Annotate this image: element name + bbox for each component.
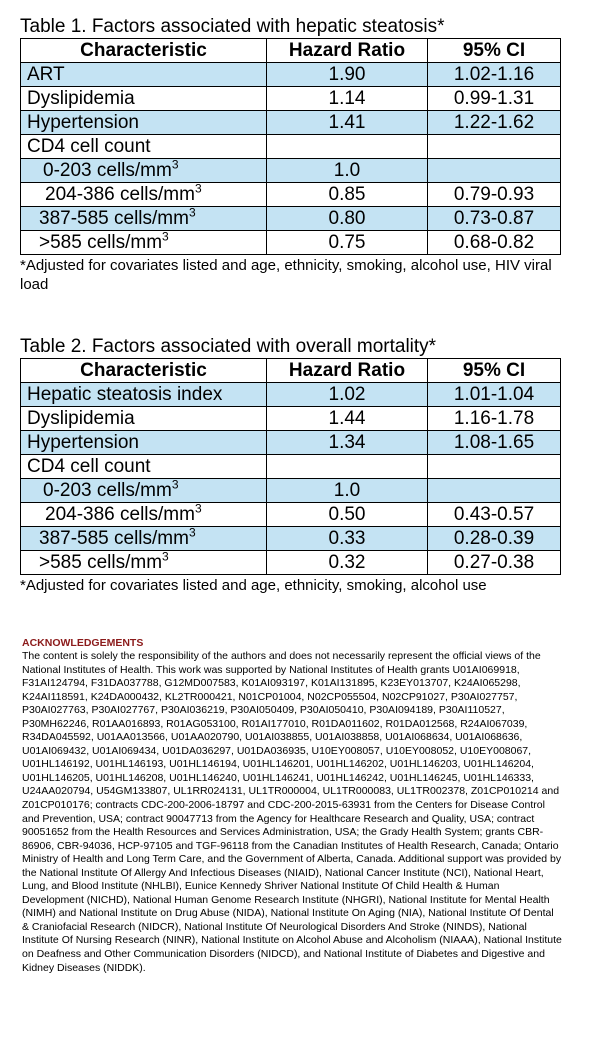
row-label-text: 204-386 cells/mm (45, 504, 195, 525)
table-row (21, 527, 561, 551)
row-hazard-ratio: 1.41 (267, 111, 428, 135)
header-ci: 95% CI (428, 39, 561, 63)
row-label: Hypertension (21, 111, 267, 135)
acknowledgements-title: ACKNOWLEDGEMENTS (22, 637, 144, 649)
row-ci: 1.02-1.16 (428, 63, 561, 87)
row-hazard-ratio: 1.0 (267, 159, 428, 183)
row-hazard-ratio: 0.75 (267, 231, 428, 255)
table2-header-row (21, 359, 561, 383)
row-ci (428, 455, 561, 479)
row-ci: 0.43-0.57 (428, 503, 561, 527)
table2 (20, 358, 561, 575)
table-row (21, 455, 561, 479)
row-ci: 0.99-1.31 (428, 87, 561, 111)
table1-footnote: *Adjusted for covariates listed and age, ethnicity, smoking, alcohol use, HIV viral load (20, 257, 552, 293)
row-hazard-ratio: 1.0 (267, 479, 428, 503)
table-row (21, 503, 561, 527)
table-row (21, 63, 561, 87)
row-label (21, 527, 267, 551)
row-label (21, 159, 267, 183)
row-hazard-ratio (267, 455, 428, 479)
row-label-text: 0-203 cells/mm (43, 480, 172, 501)
row-ci: 1.22-1.62 (428, 111, 561, 135)
row-label: Dyslipidemia (21, 407, 267, 431)
table1-caption: Table 1. Factors associated with hepatic steatosis* (20, 16, 445, 37)
row-label (21, 479, 267, 503)
table-row (21, 135, 561, 159)
row-label-sup: 3 (162, 550, 169, 564)
row-hazard-ratio: 0.33 (267, 527, 428, 551)
row-label-text: 387-585 cells/mm (39, 528, 189, 549)
row-label: Hepatic steatosis index (21, 383, 267, 407)
row-label-sup: 3 (194, 182, 202, 196)
row-label-text: 204-386 cells/mm (45, 184, 195, 205)
table2-caption: Table 2. Factors associated with overall mortality* (20, 336, 437, 357)
row-ci (428, 135, 561, 159)
row-label-text: 0-203 cells/mm (43, 160, 172, 181)
row-hazard-ratio: 1.44 (267, 407, 428, 431)
row-label (21, 183, 267, 207)
table-row (21, 479, 561, 503)
header-characteristic: Characteristic (21, 39, 267, 63)
row-hazard-ratio: 0.50 (267, 503, 428, 527)
header-hazard-ratio: Hazard Ratio (267, 39, 428, 63)
row-ci: 0.68-0.82 (428, 231, 561, 255)
row-ci (428, 159, 561, 183)
row-hazard-ratio: 0.80 (267, 207, 428, 231)
row-label: CD4 cell count (21, 455, 267, 479)
row-label (21, 503, 267, 527)
table-row (21, 231, 561, 255)
row-label (21, 207, 267, 231)
table-row (21, 111, 561, 135)
table1-section (20, 16, 560, 294)
table-row (21, 207, 561, 231)
row-ci: 0.79-0.93 (428, 183, 561, 207)
row-label-sup: 3 (171, 478, 179, 492)
header-ci: 95% CI (428, 359, 561, 383)
header-hazard-ratio: Hazard Ratio (267, 359, 428, 383)
table-row (21, 407, 561, 431)
row-label: Dyslipidemia (21, 87, 267, 111)
row-label (21, 231, 267, 255)
row-label-sup: 3 (162, 230, 169, 244)
table1 (20, 38, 561, 255)
row-hazard-ratio: 1.02 (267, 383, 428, 407)
row-label-sup: 3 (171, 158, 179, 172)
table-row (21, 183, 561, 207)
header-characteristic: Characteristic (21, 359, 267, 383)
row-label-sup: 3 (194, 502, 202, 516)
row-hazard-ratio: 0.85 (267, 183, 428, 207)
table-row (21, 383, 561, 407)
row-ci: 0.27-0.38 (428, 551, 561, 575)
row-label: ART (21, 63, 267, 87)
row-hazard-ratio: 1.90 (267, 63, 428, 87)
acknowledgements-section (22, 636, 562, 975)
row-ci: 0.28-0.39 (428, 527, 561, 551)
row-label (21, 551, 267, 575)
row-label: CD4 cell count (21, 135, 267, 159)
row-hazard-ratio: 1.14 (267, 87, 428, 111)
table2-section (20, 336, 560, 595)
row-ci: 0.73-0.87 (428, 207, 561, 231)
row-label-text: >585 cells/mm (39, 232, 163, 253)
table-row (21, 87, 561, 111)
row-hazard-ratio (267, 135, 428, 159)
row-hazard-ratio: 1.34 (267, 431, 428, 455)
row-ci (428, 479, 561, 503)
table1-header-row (21, 39, 561, 63)
row-label-text: 387-585 cells/mm (39, 208, 189, 229)
row-ci: 1.08-1.65 (428, 431, 561, 455)
row-hazard-ratio: 0.32 (267, 551, 428, 575)
row-ci: 1.16-1.78 (428, 407, 561, 431)
table-row (21, 551, 561, 575)
table-row (21, 431, 561, 455)
row-label-sup: 3 (188, 206, 196, 220)
row-label-sup: 3 (188, 526, 196, 540)
table2-footnote: *Adjusted for covariates listed and age, ethnicity, smoking, alcohol use (20, 577, 487, 594)
row-label: Hypertension (21, 431, 267, 455)
row-label-text: >585 cells/mm (39, 552, 163, 573)
row-ci: 1.01-1.04 (428, 383, 561, 407)
acknowledgements-body: The content is solely the responsibility of the authors and does not necessarily represent the official views of the National Institutes of Health. This work was supported by National Institutes of Health grants U01AI069918, F31AI124794, F31DA037788, G12MD007583, K01AI093197, K01AI131895, K23EY013707, K24AI065298, K24AI118591, K24DA000432, KL2TR000421, N01CP01004, N02CP055504, N02CP91027, P30AI027757, P30AI027763, P30AI027767, P30AI036219, P30AI050409, P30AI050410, P30AI094189, P30AI110527, P30MH62246, R01AA016893, R01AG053100, R01AI177010, R01DA011602, R01DA012568, R24AI067039, R34DA045592, U01AA013566, U01AA020790, U01AI038855, U01AI038858, U01AI068634, U01AI068636, U01AI069432, U01AI069434, U01DA036297, U01DA036935, U10EY008057, U10EY008052, U10EY008067, U01HL146192, U01HL146193, U01HL146194, U01HL146201, U01HL146202, U01HL146203, U01HL146204, U01HL146205, U01HL146208, U01HL146240, U01HL146241, U01HL146242, U01HL146245, U01HL146333, U24AA020794, U54GM133807, UL1RR024131, UL1TR000004, UL1TR000083, UL1TR002378, Z01CP010214 and Z01CP010176; contracts CDC-200-2006-18797 and CDC-200-2015-63931 from the Centers for Disease Control and Prevention, USA; contract 90047713 from the Agency for Healthcare Research and Quality, USA; contract 90051652 from the Health Resources and Services Administration, USA; the Grady Health System; grants CBR-86906, CBR-94036, HCP-97105 and TGF-96118 from the Canadian Institutes of Health Research, Canada; Ontario Ministry of Health and Long Term Care, and the Government of Alberta, Canada. Additional support was provided by the National Institute Of Allergy And Infectious Diseases (NIAID), National Cancer Institute (NCI), National Heart, Lung, and Blood Institute (NHLBI), Eunice Kennedy Shriver National Institute Of Child Health & Human Development (NICHD), National Human Genome Research Institute (NHGRI), National Institute for Mental Health (NIMH) and National Institute on Drug Abuse (NIDA), National Institute On Aging (NIA), National Institute Of Dental & Craniofacial Research (NIDCR), National Institute Of Neurological Disorders And Stroke (NINDS), National Institute Of Nursing Research (NINR), National Institute on Alcohol Abuse and Alcoholism (NIAAA), National Institute on Deafness and Other Communication Disorders (NIDCD), and National Institute of Diabetes and Digestive and Kidney Diseases (NIDDK). (22, 650, 562, 974)
table-row (21, 159, 561, 183)
